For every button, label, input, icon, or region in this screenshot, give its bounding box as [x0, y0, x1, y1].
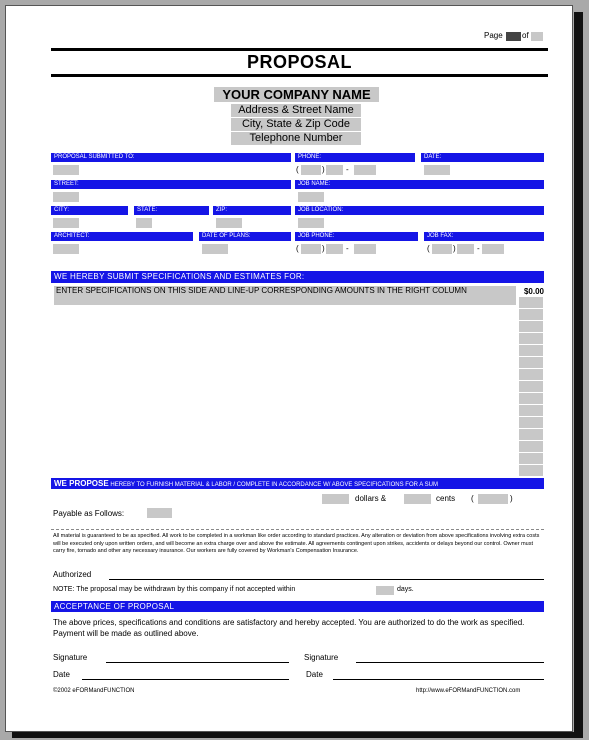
company-city-field[interactable]: City, State & Zip Code [231, 118, 361, 131]
note-text: NOTE: The proposal may be withdrawn by this company if not accepted within [53, 586, 296, 593]
label-city: CITY: [51, 206, 128, 215]
price-amount-field[interactable] [519, 321, 543, 332]
price-column [519, 297, 543, 477]
price-amount-field[interactable] [519, 465, 543, 476]
we-propose-header [51, 478, 544, 489]
job-name-field[interactable] [298, 192, 324, 202]
price-amount-field[interactable] [519, 345, 543, 356]
authorized-label: Authorized [53, 570, 92, 579]
label-job-fax: JOB FAX: [424, 232, 544, 241]
architect-field[interactable] [53, 244, 79, 254]
price-amount-field[interactable] [519, 441, 543, 452]
price-amount-field[interactable] [519, 297, 543, 308]
zip-field[interactable] [216, 218, 242, 228]
phone-line-field[interactable] [354, 165, 376, 175]
page-label: Page [484, 31, 503, 40]
amount-total: $0.00 [523, 287, 544, 296]
company-phone-field[interactable]: Telephone Number [231, 132, 361, 145]
price-amount-field[interactable] [519, 453, 543, 464]
acceptance-text: The above prices, specifications and conditions are satisfactory and hereby accepted. You are authorized to do the work as specified. Payment will be made as outlined above. [53, 618, 525, 638]
page-shadow-bottom [12, 732, 583, 738]
city-field[interactable] [53, 218, 79, 228]
job-phone-line-field[interactable] [354, 244, 376, 254]
price-amount-field[interactable] [519, 357, 543, 368]
sum-cents-field[interactable] [404, 494, 431, 504]
signature-line-right[interactable] [356, 662, 544, 663]
label-zip: ZIP: [213, 206, 291, 215]
label-state: STATE: [134, 206, 209, 215]
job-location-field[interactable] [298, 218, 324, 228]
sum-dollars-field[interactable] [322, 494, 349, 504]
job-fax-area-field[interactable] [432, 244, 452, 254]
label-job-location: JOB LOCATION: [295, 206, 544, 215]
page-title: PROPOSAL [246, 52, 352, 72]
date-line-right[interactable] [333, 679, 544, 680]
signature-line-left[interactable] [106, 662, 289, 663]
price-amount-field[interactable] [519, 393, 543, 404]
we-propose-text: HEREBY TO FURNISH MATERIAL & LABOR / COMPLETE IN ACCORDANCE W/ ABOVE SPECIFICATIONS FOR A SUM [110, 482, 438, 488]
cents-label: cents [436, 494, 456, 503]
job-fax-line-field[interactable] [482, 244, 504, 254]
label-date: DATE: [421, 153, 544, 162]
payable-label: Payable as Follows: [53, 509, 125, 518]
job-fax-paren-open: ( [427, 244, 430, 253]
page-shadow-right [574, 12, 583, 736]
job-fax-paren-close: ) [453, 244, 456, 253]
authorized-line[interactable] [109, 579, 544, 580]
street-field[interactable] [53, 192, 79, 202]
job-phone-paren-close: ) [322, 244, 325, 253]
phone-prefix-field[interactable] [326, 165, 343, 175]
phone-paren-close: ) [322, 165, 325, 174]
label-architect: ARCHITECT: [51, 232, 193, 241]
label-date-of-plans: DATE OF PLANS: [199, 232, 291, 241]
company-address-field[interactable]: Address & Street Name [231, 104, 361, 117]
acceptance-header: ACCEPTANCE OF PROPOSAL [51, 601, 544, 612]
numeric-paren-open: ( [471, 494, 474, 503]
state-field[interactable] [136, 218, 152, 228]
sum-numeric-field[interactable] [478, 494, 508, 504]
payable-field[interactable] [147, 508, 172, 518]
phone-area-field[interactable] [301, 165, 321, 175]
job-phone-prefix-field[interactable] [326, 244, 343, 254]
job-phone-dash: - [346, 244, 349, 253]
job-phone-paren-open: ( [296, 244, 299, 253]
phone-paren-open: ( [296, 165, 299, 174]
legal-divider [51, 529, 544, 530]
date-line-left[interactable] [82, 679, 289, 680]
company-name-field[interactable]: YOUR COMPANY NAME [214, 87, 379, 102]
phone-dash: - [346, 165, 349, 174]
job-fax-dash: - [477, 244, 480, 253]
date-label-right: Date [306, 670, 323, 679]
date-field[interactable] [424, 165, 450, 175]
price-amount-field[interactable] [519, 333, 543, 344]
price-amount-field[interactable] [519, 381, 543, 392]
proposal-submitted-to-field[interactable] [53, 165, 79, 175]
signature-label-left: Signature [53, 653, 88, 662]
page-number-field[interactable] [506, 32, 521, 41]
date-label-left: Date [53, 670, 70, 679]
job-phone-area-field[interactable] [301, 244, 321, 254]
specifications-field[interactable]: ENTER SPECIFICATIONS ON THIS SIDE AND LINE-UP CORRESPONDING AMOUNTS IN THE RIGHT COLUMN [54, 286, 516, 305]
price-amount-field[interactable] [519, 417, 543, 428]
footer-url[interactable]: http://www.eFORMandFUNCTION.com [416, 688, 521, 694]
price-amount-field[interactable] [519, 429, 543, 440]
numeric-paren-close: ) [510, 494, 513, 503]
price-amount-field[interactable] [519, 309, 543, 320]
label-proposal-submitted-to: PROPOSAL SUBMITTED TO: [51, 153, 291, 162]
signature-label-right: Signature [304, 653, 339, 662]
label-phone: PHONE: [295, 153, 415, 162]
price-amount-field[interactable] [519, 369, 543, 380]
label-street: STREET: [51, 180, 291, 189]
price-amount-field[interactable] [519, 405, 543, 416]
dollars-label: dollars & [355, 494, 387, 503]
page-of-label: of [522, 31, 529, 40]
date-of-plans-field[interactable] [202, 244, 228, 254]
title-rule-top [51, 48, 548, 51]
footer-copyright: ©2002 eFORMandFUNCTION [53, 688, 135, 694]
legal-text: All material is guaranteed to be as specified. All work to be completed in a workman like order according to standard practices. Any alteration or deviation from above specifications involving extra costs will be executed only upon written orders, and will become an extra charge over and above the estimate. All agreements contingent upon strikes, accidents or delays beyond our control. Owner must carry fire, tornado and other any necessary insurance. Our workers are fully covered by Workman's Compensation Insurance. [53, 533, 540, 554]
note-days-label: days. [397, 586, 414, 593]
page-total-field[interactable] [531, 32, 543, 41]
note-days-field[interactable] [376, 586, 394, 595]
job-fax-prefix-field[interactable] [457, 244, 474, 254]
specifications-header: WE HEREBY SUBMIT SPECIFICATIONS AND ESTIMATES FOR: [51, 271, 544, 283]
proposal-form-page [5, 5, 573, 732]
label-job-phone: JOB PHONE: [295, 232, 418, 241]
title-rule-bottom [51, 74, 548, 77]
we-propose-bold: WE PROPOSE [54, 479, 109, 488]
label-job-name: JOB NAME: [295, 180, 544, 189]
